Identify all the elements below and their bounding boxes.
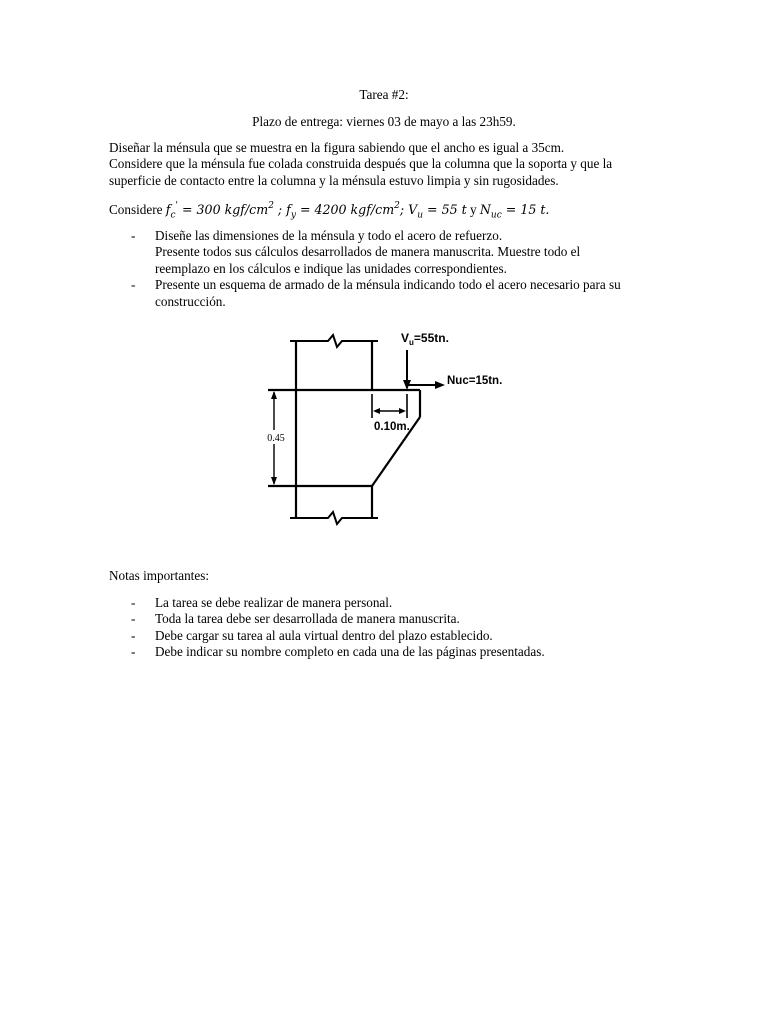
vu-label (401, 331, 449, 347)
vu-label-subscript: u (409, 338, 414, 347)
task-list (109, 228, 669, 310)
fy-exponent: 2 (394, 201, 400, 211)
notes-heading: Notas importantes: (109, 568, 209, 583)
vu-symbol: V (408, 202, 418, 218)
vu-subscript: u (417, 210, 424, 221)
note-text: Toda la tarea debe ser desarrollada de manera manuscrita. (155, 611, 460, 627)
intro-line: Diseñar la ménsula que se muestra en la figura sabiendo que el ancho es igual a 35cm. (109, 140, 565, 155)
intro-paragraph (109, 140, 669, 189)
bullet-dash: - (131, 228, 136, 243)
intro-line: superficie de contacto entre la columna y la ménsula estuvo limpia y sin rugosidades. (109, 172, 559, 188)
arrowhead-icon (399, 408, 406, 414)
separator: ; (399, 202, 409, 218)
nuc-symbol: N (479, 202, 491, 218)
fc-subscript: c (170, 210, 176, 221)
bullet-dash: - (131, 627, 136, 643)
task-line: construcción. (155, 293, 226, 309)
task-line: Presente todos sus cálculos desarrollados de manera manuscrita. Muestre todo el (155, 244, 581, 260)
bullet-dash: - (131, 277, 136, 293)
note-item (109, 595, 669, 611)
note-item (109, 628, 669, 644)
task-item (109, 228, 669, 277)
arrowhead-icon (435, 381, 445, 389)
parameters-formula (165, 201, 550, 221)
arrowhead-icon (271, 391, 277, 399)
vu-value: = 55 t (423, 202, 467, 218)
bullet-dash: - (131, 595, 136, 610)
note-text: Debe indicar su nombre completo en cada una de las páginas presentadas. (155, 644, 545, 660)
task-line: Diseñe las dimensiones de la ménsula y todo el acero de refuerzo. (155, 228, 503, 243)
note-text: La tarea se debe realizar de manera personal. (155, 595, 393, 610)
separator: ; (273, 202, 287, 218)
vu-label-base: V (401, 331, 410, 345)
offset-dimension (372, 394, 407, 418)
assignment-title: Tarea #2: (359, 87, 409, 102)
nuc-value: = 15 t. (501, 202, 550, 218)
top-break-line (290, 335, 378, 347)
parameters-prefix: Considere (109, 202, 163, 218)
height-label: 0.45 (267, 433, 285, 444)
arrowhead-icon (373, 408, 380, 414)
bottom-break-line (290, 512, 378, 524)
offset-label: 0.10m. (374, 421, 410, 433)
notes-list (109, 595, 669, 661)
arrowhead-icon (271, 477, 277, 485)
fy-symbol: f (286, 202, 291, 218)
bullet-dash: - (131, 611, 136, 627)
conjunction: y (466, 202, 480, 218)
corbel-figure (0, 320, 768, 580)
task-item (109, 277, 669, 310)
fc-symbol: f (165, 202, 171, 218)
vu-label-value: =55tn. (413, 331, 449, 345)
parameters-line (109, 199, 669, 224)
fy-value: = 4200 kgf/cm (295, 202, 395, 218)
note-item (109, 644, 669, 660)
fc-prime: ' (175, 201, 178, 211)
task-line: reemplazo en los cálculos e indique las unidades correspondientes. (155, 260, 507, 276)
nuc-label: Nuc=15tn. (447, 375, 503, 387)
deadline-line: Plazo de entrega: viernes 03 de mayo a las 23h59. (252, 114, 516, 129)
fy-subscript: y (290, 210, 296, 221)
nuc-subscript: uc (490, 210, 502, 221)
note-text: Debe cargar su tarea al aula virtual dentro del plazo establecido. (155, 627, 493, 643)
nuc-load-arrow (407, 381, 445, 389)
task-line: Presente un esquema de armado de la ménsula indicando todo el acero necesario para su (155, 277, 621, 293)
note-item (109, 611, 669, 627)
bullet-dash: - (131, 644, 136, 660)
intro-line: Considere que la ménsula fue colada construida después que la columna que la soporta y que la (109, 156, 613, 172)
fc-value: = 300 kgf/cm (177, 202, 269, 218)
fc-exponent: 2 (268, 201, 274, 211)
